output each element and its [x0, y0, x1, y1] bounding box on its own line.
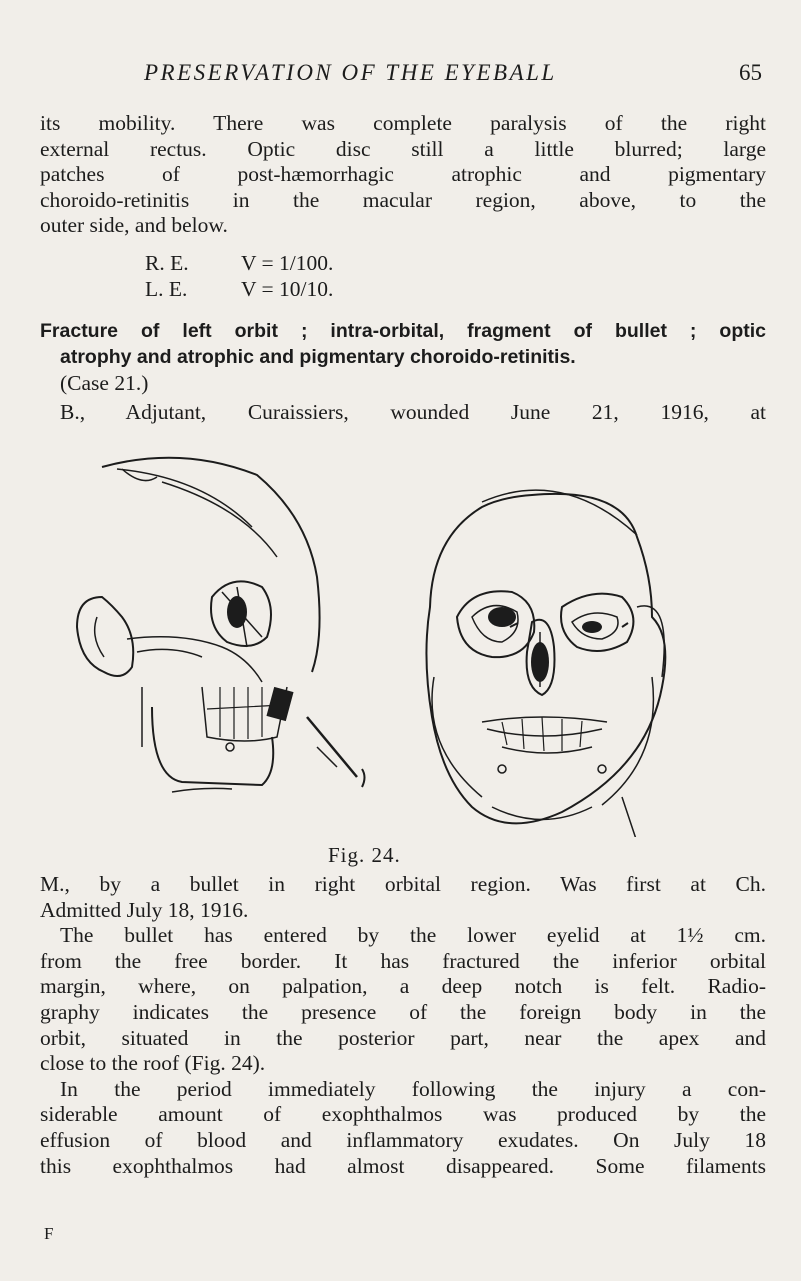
vision-row	[145, 276, 333, 302]
text-line: its mobility. There was complete paralysis of the right	[40, 111, 766, 135]
skull-diagram	[62, 447, 722, 837]
text-line: In the period immediately following the injury a con-	[60, 1076, 766, 1101]
vision-acuity: V = 1/100.	[241, 251, 334, 275]
text-line: Admitted July 18, 1916.	[40, 897, 249, 922]
nasal-shadow	[531, 642, 549, 682]
running-header	[40, 58, 762, 92]
text-line: choroido-retinitis in the macular region, above, to the	[40, 187, 766, 212]
text-line: B., Adjutant, Curaissiers, wounded June 21, 1916, at	[60, 400, 766, 424]
ear-outline	[77, 597, 133, 676]
text-line: effusion of blood and inflammatory exudates. On July 18	[40, 1127, 766, 1152]
text-line: siderable amount of exophthalmos was produced by the	[40, 1102, 766, 1127]
case-intro	[40, 400, 766, 426]
text-line: graphy indicates the presence of the foreign body in the	[40, 999, 766, 1024]
lateral-skull-outline	[102, 458, 320, 672]
text-line: this exophthalmos had almost disappeared. Some filaments	[40, 1153, 766, 1178]
text-line: from the free border. It has fractured the inferior orbital	[40, 948, 766, 973]
text-line: close to the roof (Fig. 24).	[40, 1051, 266, 1076]
intro-paragraph	[40, 111, 766, 239]
vision-table	[145, 250, 333, 302]
text-line: margin, where, on palpation, a deep notch is felt. Radio-	[40, 974, 766, 999]
running-title: PRESERVATION OF THE EYEBALL	[144, 60, 557, 85]
lateral-orbit-shadow	[227, 596, 247, 628]
text-line: patches of post-hæmorrhagic atrophic and pigmentary	[40, 162, 766, 187]
text-line: M., by a bullet in right orbital region. Was first at Ch.	[40, 872, 766, 896]
orbit-shadow-left	[582, 621, 602, 633]
case-heading-line: Fracture of left orbit ; intra-orbital, fragment of bullet ; optic	[40, 320, 766, 342]
signature-mark: F	[44, 1224, 54, 1243]
text-line: external rectus. Optic disc still a little blurred; large	[40, 136, 766, 161]
mandible-outline	[152, 707, 273, 785]
case-body	[40, 872, 766, 1179]
case-heading-line: atrophy and atrophic and pigmentary choroido-retinitis.	[60, 346, 576, 368]
page-number: 65	[739, 60, 762, 85]
orbit-shadow-right	[488, 607, 516, 627]
case-heading	[40, 318, 766, 396]
vision-eye: L. E.	[145, 277, 188, 301]
text-line: orbit, situated in the posterior part, near the apex and	[40, 1025, 766, 1050]
text-line: outer side, and below.	[40, 213, 228, 238]
case-reference: (Case 21.)	[60, 371, 149, 395]
figure-caption: Fig. 24.	[328, 843, 401, 867]
vision-eye: R. E.	[145, 251, 189, 275]
vision-row	[145, 250, 333, 276]
text-line: The bullet has entered by the lower eyelid at 1½ cm.	[60, 923, 766, 948]
vision-acuity: V = 10/10.	[241, 277, 334, 301]
bullet-fragment	[266, 687, 293, 721]
